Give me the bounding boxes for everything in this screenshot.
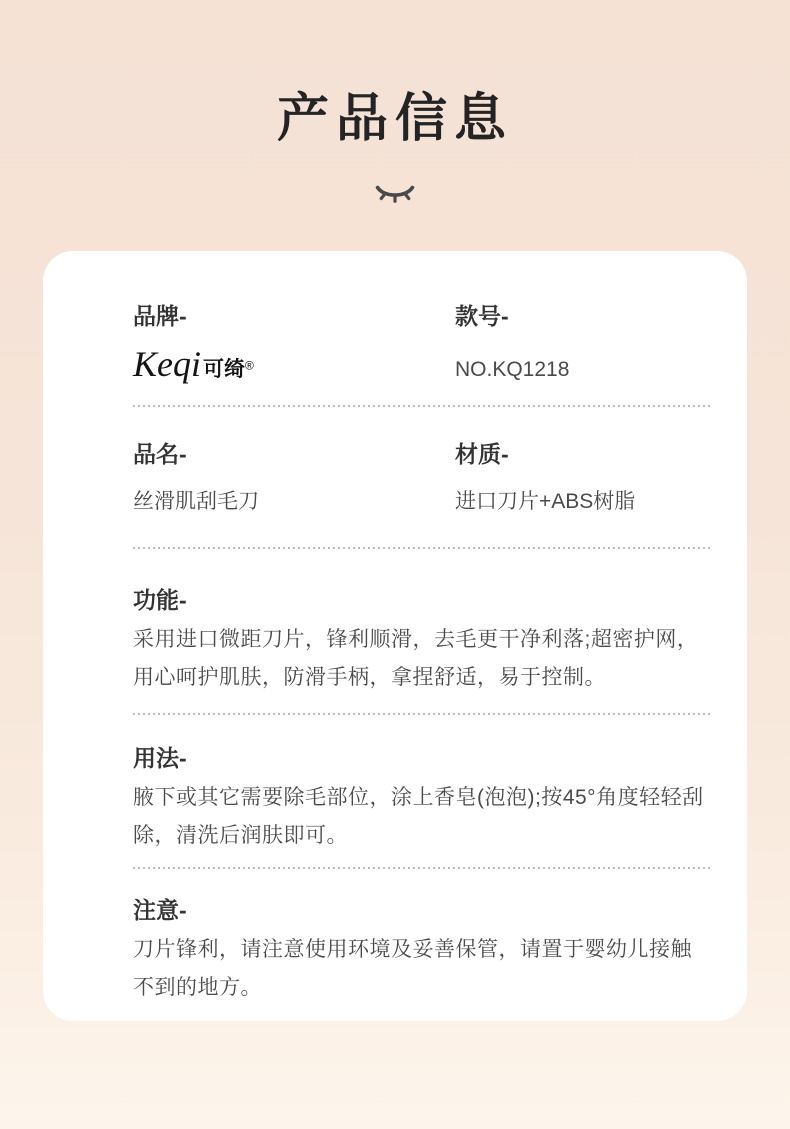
page-title: 产品信息	[276, 90, 513, 148]
dotted-divider	[133, 547, 713, 549]
name-material-row	[133, 439, 713, 517]
model-label: 款号-	[455, 303, 509, 330]
brand-model-row	[133, 301, 713, 385]
product-info-page	[0, 92, 790, 1021]
section-usage	[133, 743, 713, 855]
brand-block	[133, 301, 455, 385]
model-block	[455, 301, 713, 385]
closed-eyelash-icon	[373, 192, 417, 209]
material-value: 进口刀片+ABS树脂	[455, 490, 636, 514]
section-function	[133, 585, 713, 697]
product-name-block	[133, 439, 455, 517]
function-text: 采用进口微距刀片，锋利顺滑，去毛更干净利落;超密护网，用心呵护肌肤，防滑手柄，拿捏舒适，易于控制。	[133, 628, 699, 690]
brand-label: 品牌-	[133, 303, 187, 330]
material-block	[455, 439, 713, 517]
material-label: 材质-	[455, 441, 509, 468]
product-name-value: 丝滑肌刮毛刀	[133, 490, 259, 514]
dotted-divider	[133, 713, 713, 715]
brand-logo	[133, 343, 455, 385]
model-value: NO.KQ1218	[455, 358, 570, 382]
function-label: 功能-	[133, 587, 187, 614]
brand-logo-latin: Keqi	[133, 344, 201, 385]
dotted-divider	[133, 405, 713, 407]
dotted-divider	[133, 867, 713, 869]
info-card	[43, 251, 747, 1021]
notice-label: 注意-	[133, 897, 187, 924]
section-notice	[133, 895, 713, 1007]
notice-text: 刀片锋利，请注意使用环境及妥善保管，请置于婴幼儿接触不到的地方。	[133, 938, 692, 1000]
usage-label: 用法-	[133, 745, 187, 772]
registered-trademark-mark: ®	[245, 359, 254, 374]
brand-logo-cjk: 可绮	[203, 358, 245, 382]
product-name-label: 品名-	[133, 441, 187, 468]
usage-text: 腋下或其它需要除毛部位，涂上香皂(泡泡);按45°角度轻轻刮除，清洗后润肤即可。	[133, 786, 704, 848]
title-decoration	[0, 181, 790, 207]
